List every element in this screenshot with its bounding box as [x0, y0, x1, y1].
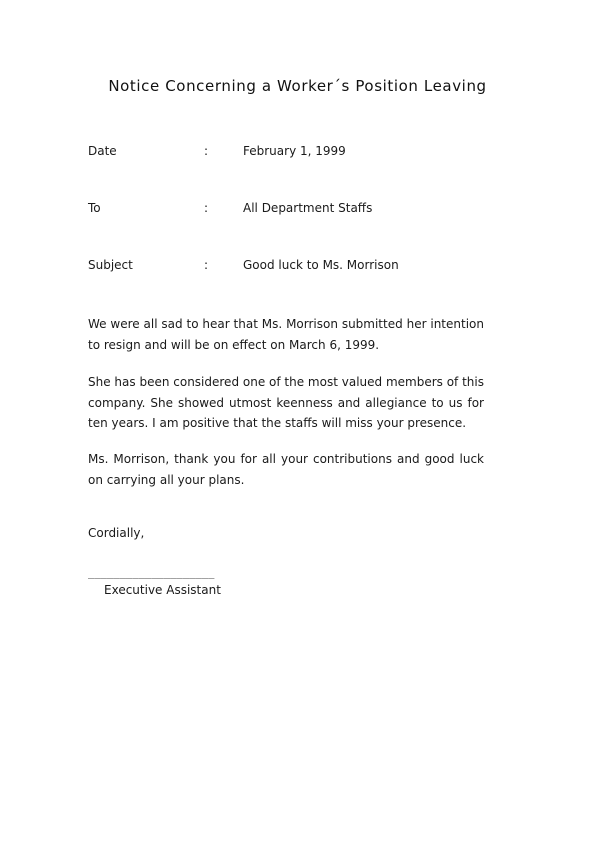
- signature-line: ____________________: [88, 567, 215, 579]
- to-label: To: [88, 201, 101, 215]
- signer-title: Executive Assistant: [104, 583, 221, 597]
- body-paragraph: Ms. Morrison, thank you for all your contributions and good luck on carrying all your plans.: [88, 452, 484, 487]
- body-paragraph: We were all sad to hear that Ms. Morrison submitted her intention to resign and will be on effect on March 6, 1999.: [88, 317, 484, 352]
- closing-salutation: Cordially,: [88, 526, 145, 540]
- date-field: [88, 142, 528, 160]
- to-field: [88, 199, 528, 217]
- date-value: February 1, 1999: [243, 144, 346, 158]
- subject-label: Subject: [88, 258, 133, 272]
- date-colon: :: [204, 144, 209, 158]
- subject-field: [88, 256, 528, 274]
- subject-colon: :: [204, 258, 209, 272]
- to-value: All Department Staffs: [243, 201, 373, 215]
- document-title: Notice Concerning a Worker´s Position Leaving: [108, 77, 487, 95]
- body-paragraph: She has been considered one of the most valued members of this company. She showed utmost keenness and allegiance to us for ten years. I am positive that the staffs will miss your presence.: [88, 375, 484, 430]
- to-colon: :: [204, 201, 209, 215]
- subject-value: Good luck to Ms. Morrison: [243, 258, 399, 272]
- date-label: Date: [88, 144, 117, 158]
